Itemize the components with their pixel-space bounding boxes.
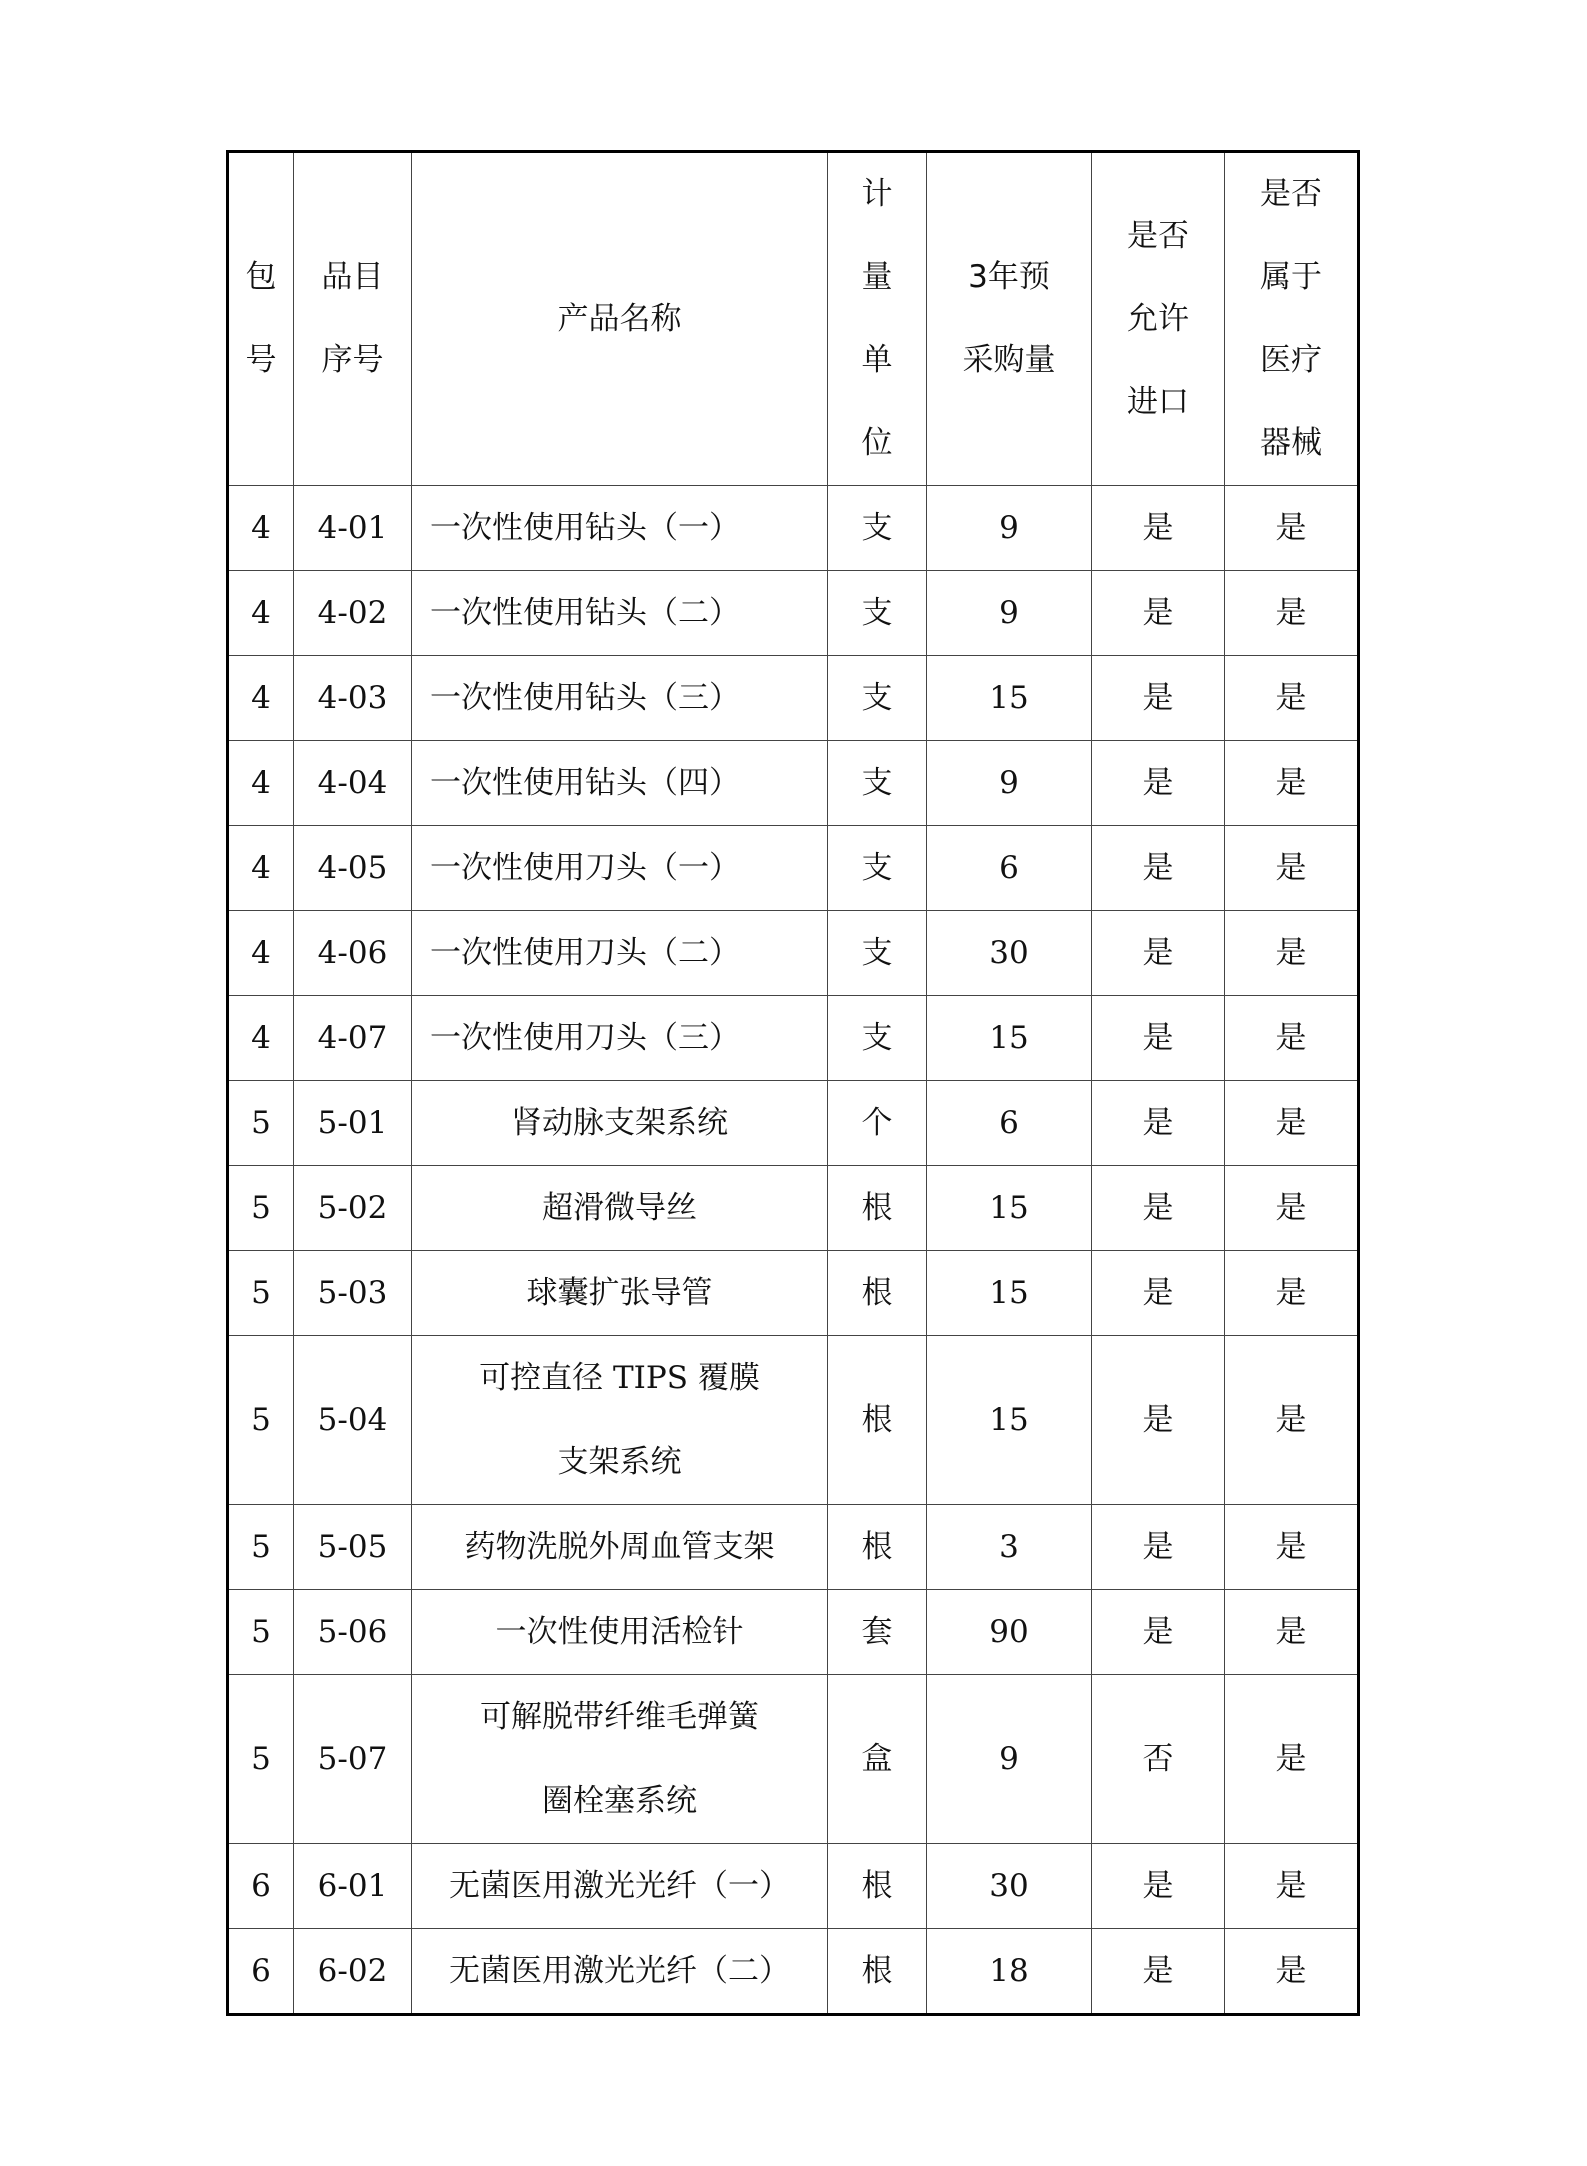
cell-unit: 根 bbox=[828, 1251, 927, 1336]
cell-name: 无菌医用激光光纤（一） bbox=[412, 1844, 828, 1929]
table-row bbox=[228, 486, 1359, 571]
cell-name: 可控直径 TIPS 覆膜支架系统 bbox=[412, 1336, 828, 1505]
cell-item-no: 5-07 bbox=[294, 1675, 412, 1844]
table-row bbox=[228, 996, 1359, 1081]
table-row bbox=[228, 1675, 1359, 1844]
cell-name: 一次性使用钻头（四） bbox=[412, 741, 828, 826]
cell-device: 是 bbox=[1225, 1251, 1359, 1336]
cell-device: 是 bbox=[1225, 571, 1359, 656]
cell-qty: 15 bbox=[927, 1251, 1092, 1336]
cell-device: 是 bbox=[1225, 1081, 1359, 1166]
cell-device: 是 bbox=[1225, 741, 1359, 826]
header-medical-device: 是否属于医疗器械 bbox=[1225, 152, 1359, 486]
header-pkg: 包号 bbox=[228, 152, 294, 486]
cell-pkg: 5 bbox=[228, 1336, 294, 1505]
table-row bbox=[228, 656, 1359, 741]
cell-qty: 90 bbox=[927, 1590, 1092, 1675]
cell-device: 是 bbox=[1225, 1336, 1359, 1505]
cell-pkg: 4 bbox=[228, 741, 294, 826]
cell-pkg: 4 bbox=[228, 656, 294, 741]
cell-pkg: 5 bbox=[228, 1081, 294, 1166]
cell-name: 药物洗脱外周血管支架 bbox=[412, 1505, 828, 1590]
cell-pkg: 6 bbox=[228, 1929, 294, 2015]
cell-name: 一次性使用钻头（三） bbox=[412, 656, 828, 741]
cell-import: 是 bbox=[1092, 1081, 1225, 1166]
cell-name: 肾动脉支架系统 bbox=[412, 1081, 828, 1166]
cell-name: 一次性使用刀头（三） bbox=[412, 996, 828, 1081]
cell-qty: 30 bbox=[927, 1844, 1092, 1929]
table-row bbox=[228, 1929, 1359, 2015]
cell-pkg: 4 bbox=[228, 571, 294, 656]
cell-unit: 个 bbox=[828, 1081, 927, 1166]
cell-device: 是 bbox=[1225, 1675, 1359, 1844]
cell-pkg: 5 bbox=[228, 1166, 294, 1251]
cell-import: 是 bbox=[1092, 486, 1225, 571]
cell-import: 否 bbox=[1092, 1675, 1225, 1844]
cell-item-no: 5-03 bbox=[294, 1251, 412, 1336]
cell-qty: 15 bbox=[927, 1166, 1092, 1251]
cell-device: 是 bbox=[1225, 1505, 1359, 1590]
cell-device: 是 bbox=[1225, 996, 1359, 1081]
cell-import: 是 bbox=[1092, 996, 1225, 1081]
table-row bbox=[228, 1590, 1359, 1675]
cell-name: 无菌医用激光光纤（二） bbox=[412, 1929, 828, 2015]
table-row bbox=[228, 1336, 1359, 1505]
cell-unit: 盒 bbox=[828, 1675, 927, 1844]
cell-unit: 支 bbox=[828, 826, 927, 911]
cell-item-no: 4-07 bbox=[294, 996, 412, 1081]
cell-device: 是 bbox=[1225, 1590, 1359, 1675]
cell-device: 是 bbox=[1225, 486, 1359, 571]
cell-import: 是 bbox=[1092, 1844, 1225, 1929]
table-row bbox=[228, 1251, 1359, 1336]
header-product-name: 产品名称 bbox=[412, 152, 828, 486]
cell-pkg: 5 bbox=[228, 1505, 294, 1590]
cell-import: 是 bbox=[1092, 1590, 1225, 1675]
cell-item-no: 5-06 bbox=[294, 1590, 412, 1675]
cell-item-no: 4-06 bbox=[294, 911, 412, 996]
cell-unit: 支 bbox=[828, 996, 927, 1081]
cell-name: 一次性使用钻头（二） bbox=[412, 571, 828, 656]
cell-qty: 30 bbox=[927, 911, 1092, 996]
cell-item-no: 6-01 bbox=[294, 1844, 412, 1929]
cell-qty: 18 bbox=[927, 1929, 1092, 2015]
cell-item-no: 4-05 bbox=[294, 826, 412, 911]
table-row bbox=[228, 911, 1359, 996]
cell-item-no: 5-01 bbox=[294, 1081, 412, 1166]
cell-import: 是 bbox=[1092, 656, 1225, 741]
cell-unit: 根 bbox=[828, 1505, 927, 1590]
cell-name: 球囊扩张导管 bbox=[412, 1251, 828, 1336]
cell-unit: 支 bbox=[828, 571, 927, 656]
header-unit: 计量单位 bbox=[828, 152, 927, 486]
cell-name: 一次性使用钻头（一） bbox=[412, 486, 828, 571]
cell-pkg: 5 bbox=[228, 1675, 294, 1844]
cell-pkg: 5 bbox=[228, 1251, 294, 1336]
cell-item-no: 4-02 bbox=[294, 571, 412, 656]
cell-qty: 6 bbox=[927, 826, 1092, 911]
cell-import: 是 bbox=[1092, 1166, 1225, 1251]
cell-import: 是 bbox=[1092, 741, 1225, 826]
cell-import: 是 bbox=[1092, 571, 1225, 656]
table-row bbox=[228, 1505, 1359, 1590]
cell-device: 是 bbox=[1225, 1844, 1359, 1929]
cell-qty: 3 bbox=[927, 1505, 1092, 1590]
cell-unit: 支 bbox=[828, 656, 927, 741]
cell-unit: 根 bbox=[828, 1166, 927, 1251]
cell-pkg: 4 bbox=[228, 826, 294, 911]
header-item-no: 品目序号 bbox=[294, 152, 412, 486]
cell-device: 是 bbox=[1225, 826, 1359, 911]
cell-device: 是 bbox=[1225, 1166, 1359, 1251]
header-row bbox=[228, 152, 1359, 486]
cell-device: 是 bbox=[1225, 1929, 1359, 2015]
table-row bbox=[228, 1166, 1359, 1251]
cell-name: 一次性使用刀头（二） bbox=[412, 911, 828, 996]
cell-item-no: 6-02 bbox=[294, 1929, 412, 2015]
cell-qty: 9 bbox=[927, 1675, 1092, 1844]
cell-unit: 支 bbox=[828, 911, 927, 996]
table-row bbox=[228, 571, 1359, 656]
table-row bbox=[228, 741, 1359, 826]
cell-import: 是 bbox=[1092, 1929, 1225, 2015]
cell-qty: 9 bbox=[927, 571, 1092, 656]
cell-qty: 15 bbox=[927, 1336, 1092, 1505]
header-qty: 3年预采购量 bbox=[927, 152, 1092, 486]
cell-item-no: 5-05 bbox=[294, 1505, 412, 1590]
cell-unit: 根 bbox=[828, 1844, 927, 1929]
cell-unit: 支 bbox=[828, 486, 927, 571]
cell-unit: 套 bbox=[828, 1590, 927, 1675]
cell-item-no: 5-04 bbox=[294, 1336, 412, 1505]
cell-name: 超滑微导丝 bbox=[412, 1166, 828, 1251]
cell-unit: 根 bbox=[828, 1336, 927, 1505]
table-row bbox=[228, 1081, 1359, 1166]
cell-qty: 9 bbox=[927, 486, 1092, 571]
cell-name: 一次性使用活检针 bbox=[412, 1590, 828, 1675]
cell-qty: 6 bbox=[927, 1081, 1092, 1166]
cell-pkg: 4 bbox=[228, 996, 294, 1081]
cell-import: 是 bbox=[1092, 826, 1225, 911]
cell-name: 可解脱带纤维毛弹簧圈栓塞系统 bbox=[412, 1675, 828, 1844]
table-row bbox=[228, 826, 1359, 911]
header-import-allowed: 是否允许进口 bbox=[1092, 152, 1225, 486]
cell-unit: 根 bbox=[828, 1929, 927, 2015]
cell-item-no: 4-04 bbox=[294, 741, 412, 826]
cell-pkg: 4 bbox=[228, 486, 294, 571]
cell-pkg: 5 bbox=[228, 1590, 294, 1675]
cell-import: 是 bbox=[1092, 1336, 1225, 1505]
cell-qty: 15 bbox=[927, 656, 1092, 741]
cell-import: 是 bbox=[1092, 1251, 1225, 1336]
cell-item-no: 4-01 bbox=[294, 486, 412, 571]
cell-qty: 9 bbox=[927, 741, 1092, 826]
cell-import: 是 bbox=[1092, 911, 1225, 996]
cell-unit: 支 bbox=[828, 741, 927, 826]
cell-qty: 15 bbox=[927, 996, 1092, 1081]
cell-pkg: 6 bbox=[228, 1844, 294, 1929]
procurement-table bbox=[226, 150, 1360, 2016]
cell-item-no: 5-02 bbox=[294, 1166, 412, 1251]
cell-name: 一次性使用刀头（一） bbox=[412, 826, 828, 911]
cell-device: 是 bbox=[1225, 911, 1359, 996]
cell-device: 是 bbox=[1225, 656, 1359, 741]
cell-pkg: 4 bbox=[228, 911, 294, 996]
table-row bbox=[228, 1844, 1359, 1929]
cell-import: 是 bbox=[1092, 1505, 1225, 1590]
cell-item-no: 4-03 bbox=[294, 656, 412, 741]
